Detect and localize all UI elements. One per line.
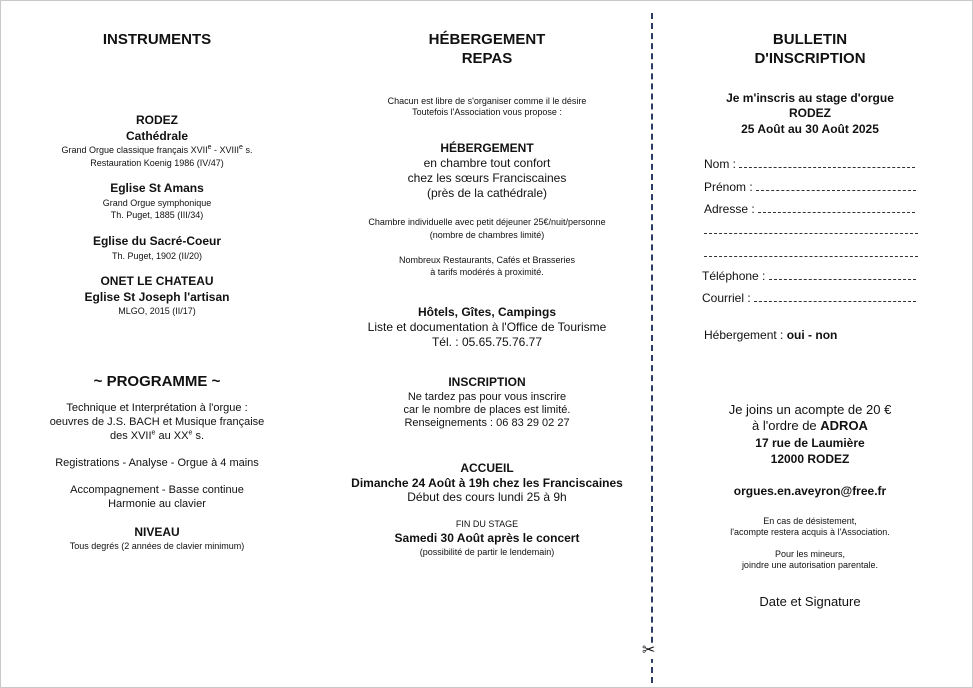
st-amans-church: Eglise St Amans (110, 181, 204, 195)
accueil-line-2: Début des cours lundi 25 à 9h (407, 490, 567, 504)
desistement-line-1: En cas de désistement, (763, 516, 857, 526)
chambre-line-2: (nombre de chambres limité) (429, 230, 545, 240)
niveau-text: Tous degrés (2 années de clavier minimum) (69, 541, 245, 551)
programme-accomp-1: Accompagnement - Basse continue (70, 484, 244, 496)
adresse-label: Adresse : (704, 202, 755, 216)
programme-title: ~ PROGRAMME ~ (93, 373, 221, 390)
programme-line-3: des XVIIe au XXe s. (109, 429, 205, 442)
acompte-address-2: 12000 RODEZ (770, 452, 850, 466)
hebergement-choice (704, 327, 929, 343)
hebergement-column (331, 1, 643, 687)
scissors-icon: ✂ (642, 642, 656, 659)
onet-church: Eglise St Joseph l'artisan (84, 290, 230, 304)
bulletin-title-2: D'INSCRIPTION (754, 50, 866, 67)
form-row-adresse[interactable] (704, 201, 929, 217)
rodez-organ: Grand Orgue classique français XVIIe - XVIIIe s. (61, 144, 253, 155)
rodez-church: Cathédrale (125, 129, 189, 143)
fin-line-2: (possibilité de partir le lendemain) (419, 547, 555, 557)
prenom-label: Prénom : (704, 180, 753, 194)
hebergement-line-3: (près de la cathédrale) (426, 186, 548, 200)
hebergement-separator: - (804, 328, 816, 342)
form-row-nom[interactable] (704, 156, 929, 172)
acompte-line-1: Je joins un acompte de 20 € (728, 402, 892, 417)
form-row-courriel[interactable] (702, 290, 929, 306)
programme-line-1: Technique et Interprétation à l'orgue : (66, 402, 248, 414)
rodez-city: RODEZ (136, 113, 178, 127)
acompte-address-1: 17 rue de Laumière (755, 436, 865, 450)
st-amans-builder: Th. Puget, 1885 (III/34) (110, 210, 204, 220)
st-amans-organ: Grand Orgue symphonique (102, 198, 212, 208)
hebergement-line-2: chez les sœurs Franciscaines (407, 171, 567, 185)
form-row-prenom[interactable] (704, 179, 929, 195)
inscription-line-2: car le nombre de places est limité. (403, 404, 571, 416)
inscris-dates: 25 Août au 30 Août 2025 (741, 122, 879, 136)
instruments-column (41, 1, 273, 687)
fin-line-1: Samedi 30 Août après le concert (394, 531, 580, 545)
accueil-title: ACCUEIL (460, 461, 514, 475)
hebergement-main-title-1: HÉBERGEMENT (428, 31, 546, 48)
hebergement-subtitle: HÉBERGEMENT (440, 141, 534, 155)
nom-label: Nom : (704, 157, 737, 171)
inscris-line-1: Je m'inscris au stage d'orgue (726, 91, 894, 105)
adresse-field-3[interactable] (704, 247, 918, 257)
intro-line-2: Toutefois l'Association vous propose : (412, 107, 562, 117)
inscription-line-1: Ne tardez pas pour vous inscrire (407, 391, 567, 403)
programme-registrations: Registrations - Analyse - Orgue à 4 mains (55, 457, 259, 469)
mineurs-line-1: Pour les mineurs, (774, 549, 846, 559)
form-row-adresse-3[interactable] (704, 245, 929, 261)
adresse-field-2[interactable] (704, 224, 918, 234)
prenom-field[interactable] (756, 181, 916, 191)
sacre-coeur-church: Eglise du Sacré-Coeur (92, 234, 222, 248)
hotels-phone: Tél. : 05.65.75.76.77 (431, 335, 543, 349)
mineurs-line-2: joindre une autorisation parentale. (741, 560, 879, 570)
hotels-title: Hôtels, Gîtes, Campings (417, 305, 557, 319)
restaurants-line-2: à tarifs modérés à proximité. (430, 267, 544, 277)
inscription-phone: Renseignements : 06 83 29 02 27 (404, 417, 570, 429)
hotels-line-1: Liste et documentation à l'Office de Tourisme (367, 320, 607, 334)
instruments-title: INSTRUMENTS (102, 31, 212, 48)
sacre-coeur-builder: Th. Puget, 1902 (II/20) (111, 251, 203, 261)
hebergement-non[interactable]: non (815, 328, 838, 342)
onet-city: ONET LE CHATEAU (100, 274, 214, 288)
adresse-field[interactable] (758, 203, 915, 213)
programme-line-2: oeuvres de J.S. BACH et Musique française (49, 416, 265, 428)
chambre-line-1: Chambre individuelle avec petit déjeuner 25€/nuit/personne (368, 217, 606, 227)
date-signature: Date et Signature (759, 594, 861, 609)
desistement-line-2: l'acompte restera acquis à l'Association. (730, 527, 890, 537)
hebergement-line-1: en chambre tout confort (423, 156, 551, 170)
hebergement-main-title-2: REPAS (461, 50, 513, 67)
nom-field[interactable] (739, 158, 915, 168)
inscris-line-2: RODEZ (789, 106, 831, 120)
bulletin-title-1: BULLETIN (772, 31, 848, 48)
telephone-field[interactable] (769, 270, 916, 280)
contact-email[interactable]: orgues.en.aveyron@free.fr (733, 484, 887, 498)
telephone-label: Téléphone : (702, 269, 766, 283)
acompte-line-2: à l'ordre de ADROA (752, 418, 868, 433)
niveau-title: NIVEAU (134, 525, 180, 539)
rodez-restoration: Restauration Koenig 1986 (IV/47) (90, 158, 224, 168)
hebergement-choice-label: Hébergement : (704, 328, 787, 342)
programme-accomp-2: Harmonie au clavier (108, 498, 206, 510)
form-row-telephone[interactable] (702, 268, 929, 284)
intro-line-1: Chacun est libre de s'organiser comme il le désire (387, 96, 587, 106)
courriel-field[interactable] (754, 292, 916, 302)
onet-builder: MLGO, 2015 (II/17) (118, 306, 196, 316)
form-row-adresse-2[interactable] (704, 222, 929, 238)
accueil-line-1: Dimanche 24 Août à 19h chez les Franciscaines (351, 476, 623, 490)
hebergement-oui[interactable]: oui (786, 328, 805, 342)
cut-line (651, 13, 653, 683)
bulletin-column (691, 1, 929, 687)
fin-title: FIN DU STAGE (455, 519, 519, 529)
courriel-label: Courriel : (702, 291, 751, 305)
inscription-title: INSCRIPTION (448, 375, 526, 389)
restaurants-line-1: Nombreux Restaurants, Cafés et Brasseries (398, 255, 576, 265)
